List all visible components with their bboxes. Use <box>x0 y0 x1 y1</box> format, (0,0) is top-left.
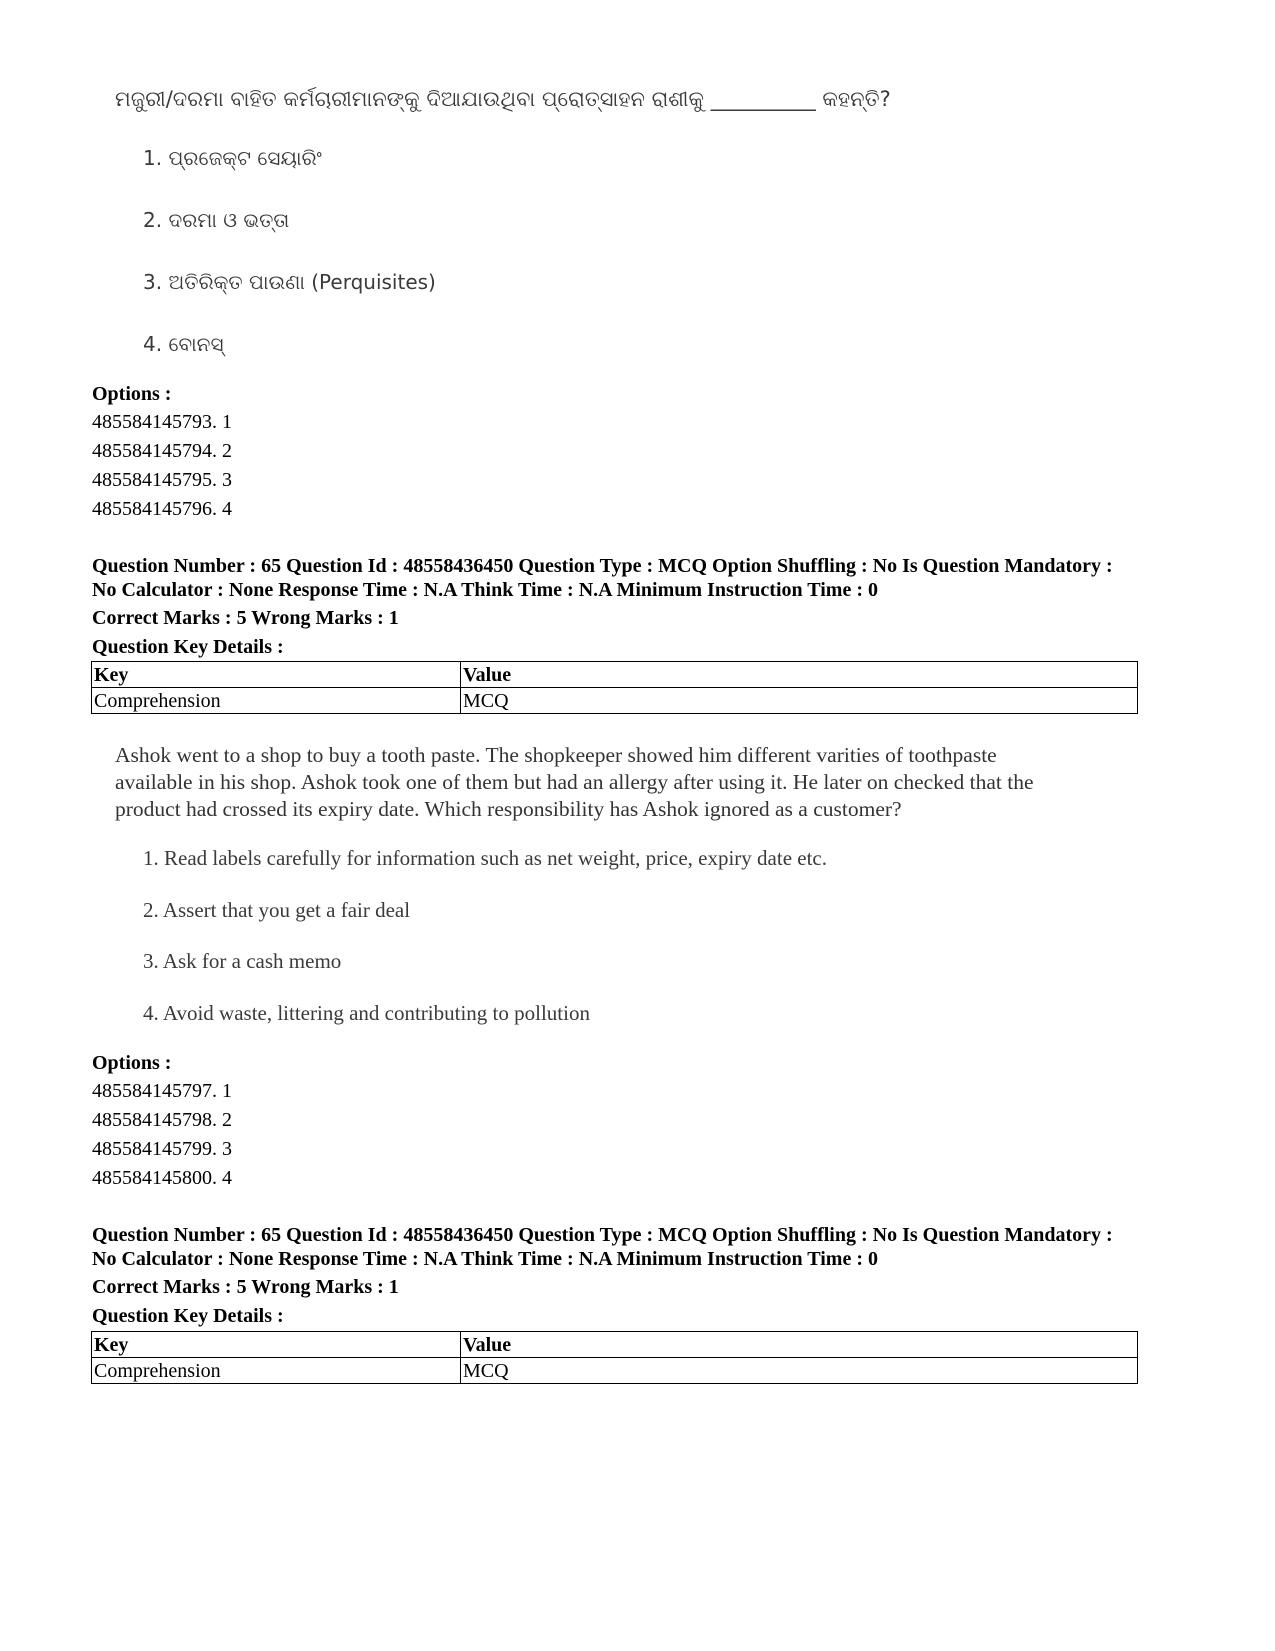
option-item: 485584145797. 1 <box>92 1080 232 1102</box>
table-cell-value: MCQ <box>461 1358 1138 1384</box>
table-cell-key: Comprehension <box>92 1358 461 1384</box>
question-choice-2: 2. Assert that you get a fair deal <box>143 898 411 922</box>
option-item: 485584145796. 4 <box>92 498 232 520</box>
question-meta-line: Question Number : 65 Question Id : 48558436450 Question Type : MCQ Option Shuffling : No Is Question Mandatory : <box>92 555 1113 577</box>
question-stem: ମଜୁରୀ/ଦରମା ବାହିତ କର୍ମଚାରୀମାନଙ୍କୁ ଦିଆଯାଉଥିବା ପ୍ରୋତ୍ସାହନ ରାଶୀକୁ __________ କହନ୍ତି? <box>115 87 891 111</box>
question-meta <box>92 1224 1162 1271</box>
table-header-key: Key <box>92 1332 461 1358</box>
question-choice-3: 3. ଅତିରିକ୍ତ ପାଉଣା (Perquisites) <box>143 270 436 294</box>
question-choice-1: 1. Read labels carefully for information such as net weight, price, expiry date etc. <box>143 846 827 870</box>
marks-line: Correct Marks : 5 Wrong Marks : 1 <box>92 1276 399 1298</box>
option-item: 485584145800. 4 <box>92 1167 232 1189</box>
option-item: 485584145794. 2 <box>92 440 232 462</box>
table-header-row <box>92 1332 1138 1358</box>
question-meta <box>92 555 1162 602</box>
table-row <box>92 688 1138 714</box>
key-details-heading: Question Key Details : <box>92 1305 284 1327</box>
option-item: 485584145795. 3 <box>92 469 232 491</box>
question-image-odia <box>115 86 891 356</box>
question-meta-line: No Calculator : None Response Time : N.A Think Time : N.A Minimum Instruction Time : 0 <box>92 1247 878 1270</box>
question-choice-3: 3. Ask for a cash memo <box>143 949 342 973</box>
key-details-table <box>91 661 1138 714</box>
option-item: 485584145799. 3 <box>92 1138 232 1160</box>
table-header-value: Value <box>461 1332 1138 1358</box>
key-details-table <box>91 1331 1138 1384</box>
options-heading: Options : <box>92 1052 172 1074</box>
options-list <box>92 1077 232 1193</box>
question-stem-line: Ashok went to a shop to buy a tooth paste. The shopkeeper showed him different varities of toothpaste <box>115 743 997 767</box>
table-header-row <box>92 662 1138 688</box>
table-header-value: Value <box>461 662 1138 688</box>
question-image-english <box>115 742 1034 1025</box>
table-header-key: Key <box>92 662 461 688</box>
question-choice-1: 1. ପ୍ରଜେକ୍ଟ ସେୟାରିଂ <box>143 146 322 170</box>
options-list <box>92 408 232 524</box>
question-choice-4: 4. ବୋନସ୍ <box>143 332 224 356</box>
table-cell-value: MCQ <box>461 688 1138 714</box>
options-heading: Options : <box>92 383 172 405</box>
question-choice-2: 2. ଦରମା ଓ ଭତ୍ତା <box>143 208 290 232</box>
question-choice-4: 4. Avoid waste, littering and contributing to pollution <box>143 1001 590 1025</box>
question-stem-line: available in his shop. Ashok took one of them but had an allergy after using it. He later on checked that the <box>115 770 1034 794</box>
option-item: 485584145798. 2 <box>92 1109 232 1131</box>
marks-line: Correct Marks : 5 Wrong Marks : 1 <box>92 607 399 629</box>
question-meta-line: Question Number : 65 Question Id : 48558436450 Question Type : MCQ Option Shuffling : No Is Question Mandatory : <box>92 1224 1113 1246</box>
question-meta-line: No Calculator : None Response Time : N.A Think Time : N.A Minimum Instruction Time : 0 <box>92 578 878 601</box>
table-row <box>92 1358 1138 1384</box>
option-item: 485584145793. 1 <box>92 411 232 433</box>
question-stem-line: product had crossed its expiry date. Which responsibility has Ashok ignored as a customer? <box>115 797 902 821</box>
table-cell-key: Comprehension <box>92 688 461 714</box>
key-details-heading: Question Key Details : <box>92 636 284 658</box>
